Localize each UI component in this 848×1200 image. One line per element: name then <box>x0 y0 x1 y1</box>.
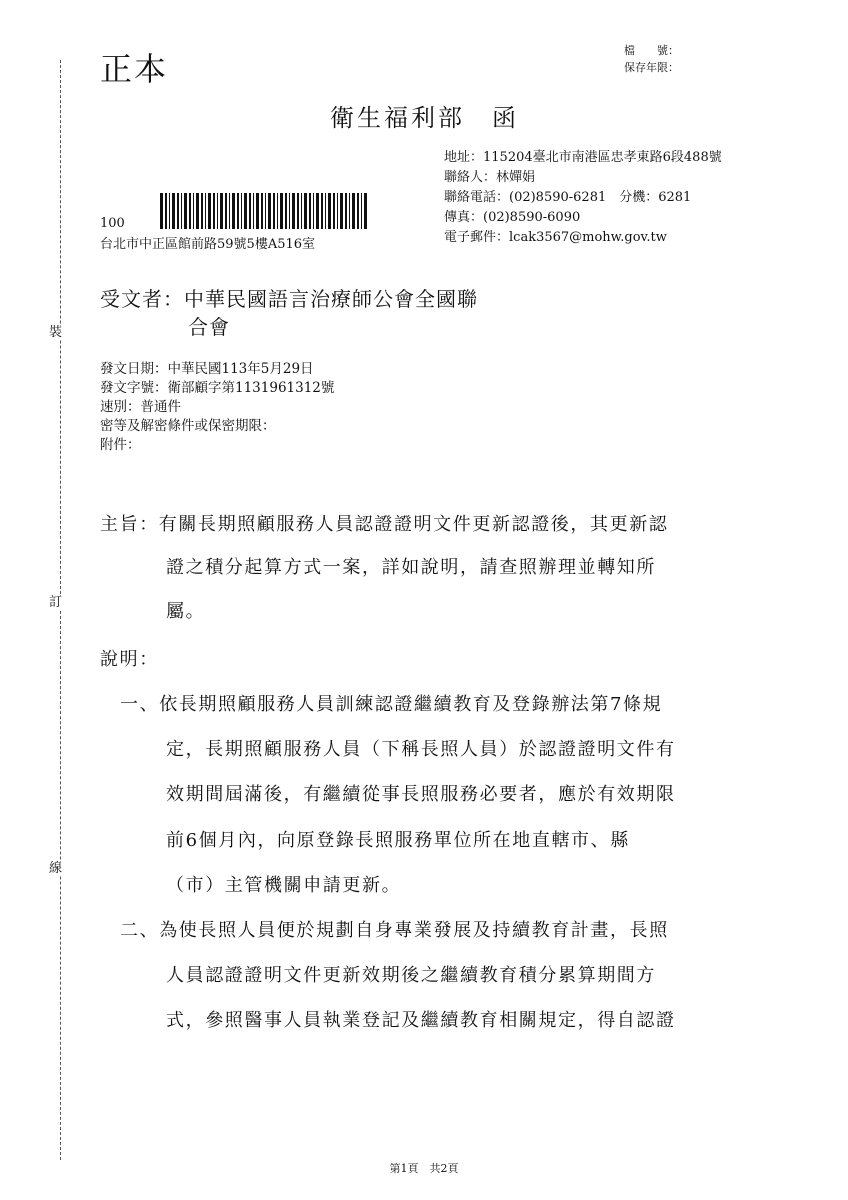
retention-period: 保存年限： <box>624 61 679 74</box>
file-number: 檔 號： <box>624 44 679 57</box>
zip-code: 100 <box>100 216 125 231</box>
recipient-line-1: 受文者：中華民國語言治療師公會全國聯 <box>100 287 478 311</box>
binding-char-zhuang: 裝 <box>49 325 63 340</box>
document-title: 衛生福利部 函 <box>330 104 519 132</box>
item2-line-2: 人員認證證明文件更新效期後之繼續教育積分累算期間方 <box>166 965 656 986</box>
sender-info <box>444 148 722 248</box>
issue-date: 發文日期：中華民國113年5月29日 <box>100 361 314 377</box>
recipient-address: 台北市中正區館前路59號5樓A516室 <box>100 237 316 252</box>
item1-line-1: 一、依長期照顧服務人員訓練認證繼續教育及登錄辦法第7條規 <box>120 694 663 715</box>
subject-line-2: 證之積分起算方式一案，詳如說明，請查照辦理並轉知所 <box>166 557 656 578</box>
item1-line-3: 效期間屆滿後，有繼續從事長照服務必要者，應於有效期限 <box>166 784 676 805</box>
sender-contact: 聯絡人：林嬋娟 <box>444 170 536 185</box>
barcode-icon <box>160 193 370 229</box>
item1-line-4: 前6個月內，向原登錄長照服務單位所在地直轄市、縣 <box>166 830 630 851</box>
recipient-line-2: 合會 <box>188 315 230 339</box>
sender-phone: 聯絡電話：(02)8590-6281 分機：6281 <box>444 190 692 205</box>
binding-line <box>60 60 61 1160</box>
item1-line-5: （市）主管機關申請更新。 <box>166 875 402 896</box>
copy-mark: 正本 <box>100 50 169 88</box>
subject-line-1: 主旨：有關長期照顧服務人員認證證明文件更新認證後，其更新認 <box>100 514 669 535</box>
file-info <box>624 42 679 76</box>
subject-line-3: 屬。 <box>166 601 206 622</box>
explanation-heading: 說明： <box>100 649 159 670</box>
binding-char-ding: 訂 <box>49 595 63 610</box>
item2-line-3: 式，參照醫事人員執業登記及繼續教育相關規定，得自認證 <box>166 1010 676 1031</box>
binding-char-xian: 線 <box>49 861 63 876</box>
security-level: 密等及解密條件或保密期限： <box>100 418 276 434</box>
issue-number: 發文字號：衛部顧字第1131961312號 <box>100 380 335 396</box>
page-number: 第1頁 共2頁 <box>389 1162 459 1175</box>
sender-email: 電子郵件：lcak3567@mohw.gov.tw <box>444 230 667 245</box>
issue-meta <box>100 360 334 455</box>
attachment: 附件： <box>100 437 141 453</box>
item2-line-1: 二、為使長照人員便於規劃自身專業發展及持續教育計畫，長照 <box>120 920 669 941</box>
item1-line-2: 定，長期照顧服務人員（下稱長照人員）於認證證明文件有 <box>166 739 676 760</box>
sender-fax: 傳真：(02)8590-6090 <box>444 210 581 225</box>
delivery-speed: 速別：普通件 <box>100 399 181 415</box>
recipient <box>100 285 478 341</box>
sender-address: 地址：115204臺北市南港區忠孝東路6段488號 <box>444 150 722 165</box>
